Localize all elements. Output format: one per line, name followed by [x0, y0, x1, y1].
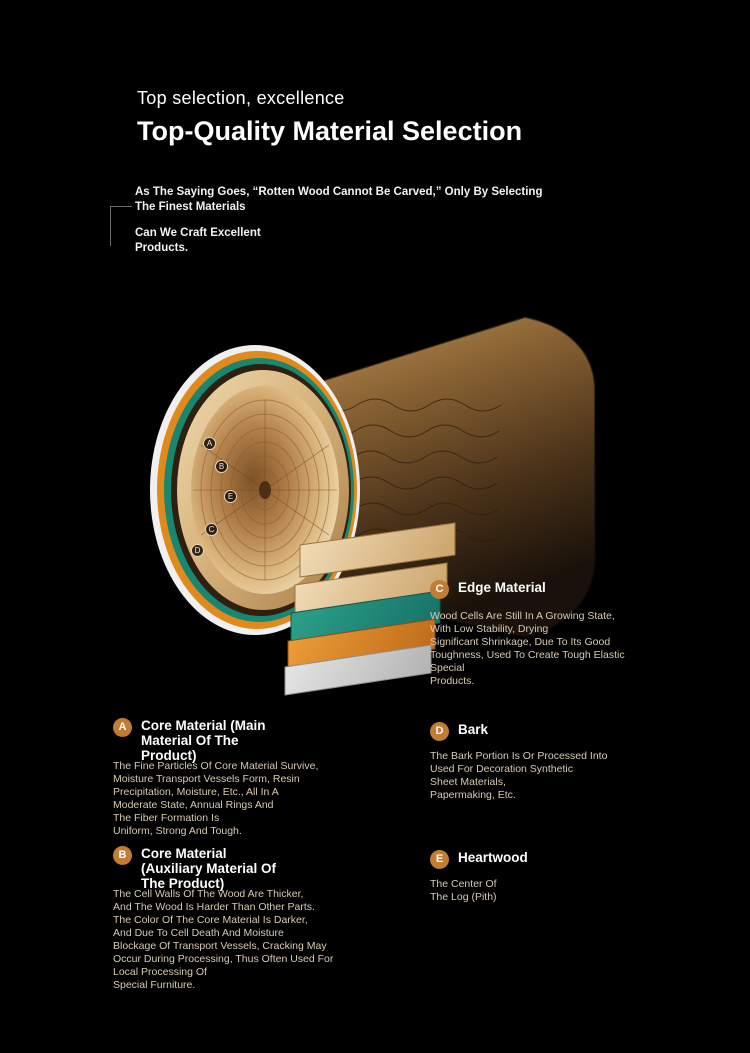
core-aux-line-5: Blockage Of Transport Vessels, Cracking May [113, 940, 327, 952]
badge-e: E [430, 850, 449, 869]
subtitle-line-1: As The Saying Goes, “Rotten Wood Cannot Be Carved,” Only By Selecting The Finest Materials [135, 186, 543, 213]
bark-extra-2: Synthetic [529, 763, 573, 775]
core-main-line-3: Precipitation, Moisture, Etc., All In A [113, 786, 279, 798]
badge-c: C [430, 580, 449, 599]
callout-title-core-aux: Core Material (Auxiliary Material Of The Product) [141, 846, 277, 891]
badge-d: D [430, 722, 449, 741]
core-main-line-5: The Fiber Formation Is [113, 812, 220, 824]
marker-c: C [205, 523, 218, 536]
edge-line-5: Special [430, 662, 465, 674]
bark-extra-1: Or Processed Into [522, 750, 608, 762]
core-main-line-6: Uniform, Strong And Tough. [113, 825, 242, 837]
callout-body-bark [430, 750, 665, 802]
core-aux-line-6: Occur During Processing, Thus Often Used For [113, 953, 334, 965]
accent-rule-horizontal [110, 206, 132, 207]
core-aux-line-1: The Cell Walls Of The Wood Are Thicker, [113, 888, 304, 900]
callout-title-edge: Edge Material [458, 580, 546, 595]
bark-line-3: Sheet Materials, [430, 776, 506, 788]
bark-line-1-wrap [430, 750, 665, 763]
core-aux-line-7: Local Processing Of [113, 966, 207, 978]
callout-body-core-main [113, 760, 373, 838]
edge-line-4: Toughness, Used To Create Tough Elastic [430, 649, 625, 661]
core-main-line-4: Moderate State, Annual Rings And [113, 799, 274, 811]
subtitle-line-2: Can We Craft Excellent Products. [135, 227, 261, 254]
marker-e: E [224, 490, 237, 503]
core-aux-line-4: And Due To Cell Death And Moisture [113, 927, 284, 939]
badge-a: A [113, 718, 132, 737]
core-main-line-2: Moisture Transport Vessels Form, Resin [113, 773, 300, 785]
marker-b: B [215, 460, 228, 473]
callout-body-edge [430, 610, 665, 688]
core-main-line-1: The Fine Particles Of Core Material Survive, [113, 760, 319, 772]
heartwood-line-1: The Center Of [430, 878, 497, 890]
callout-body-core-aux [113, 888, 378, 992]
core-aux-line-8: Special Furniture. [113, 979, 196, 991]
marker-a: A [203, 437, 216, 450]
edge-line-3: Significant Shrinkage, Due To Its Good [430, 636, 611, 648]
bark-line-1: The Bark Portion Is [430, 750, 520, 762]
bark-line-4: Papermaking, Etc. [430, 789, 516, 801]
marker-d: D [191, 544, 204, 557]
core-aux-line-3: The Color Of The Core Material Is Darker, [113, 914, 308, 926]
page-title: Top-Quality Material Selection [137, 116, 523, 146]
badge-b: B [113, 846, 132, 865]
edge-line-2: With Low Stability, Drying [430, 623, 549, 635]
callout-title-heartwood: Heartwood [458, 850, 528, 865]
accent-rule-vertical [110, 206, 111, 246]
bark-line-2-wrap [430, 763, 665, 776]
edge-line-1: Wood Cells Are Still In A Growing State, [430, 610, 615, 622]
callout-body-heartwood [430, 878, 665, 904]
core-aux-line-2: And The Wood Is Harder Than Other Parts. [113, 901, 315, 913]
callout-title-bark: Bark [458, 722, 489, 737]
bark-line-2: Used For Decoration [430, 763, 527, 775]
eyebrow-text: Top selection, excellence [137, 88, 345, 108]
callout-title-core-main: Core Material (Main Material Of The Product) [141, 718, 266, 763]
subtitle-text [135, 185, 555, 256]
heartwood-line-2: The Log (Pith) [430, 891, 497, 903]
edge-line-6: Products. [430, 675, 475, 687]
